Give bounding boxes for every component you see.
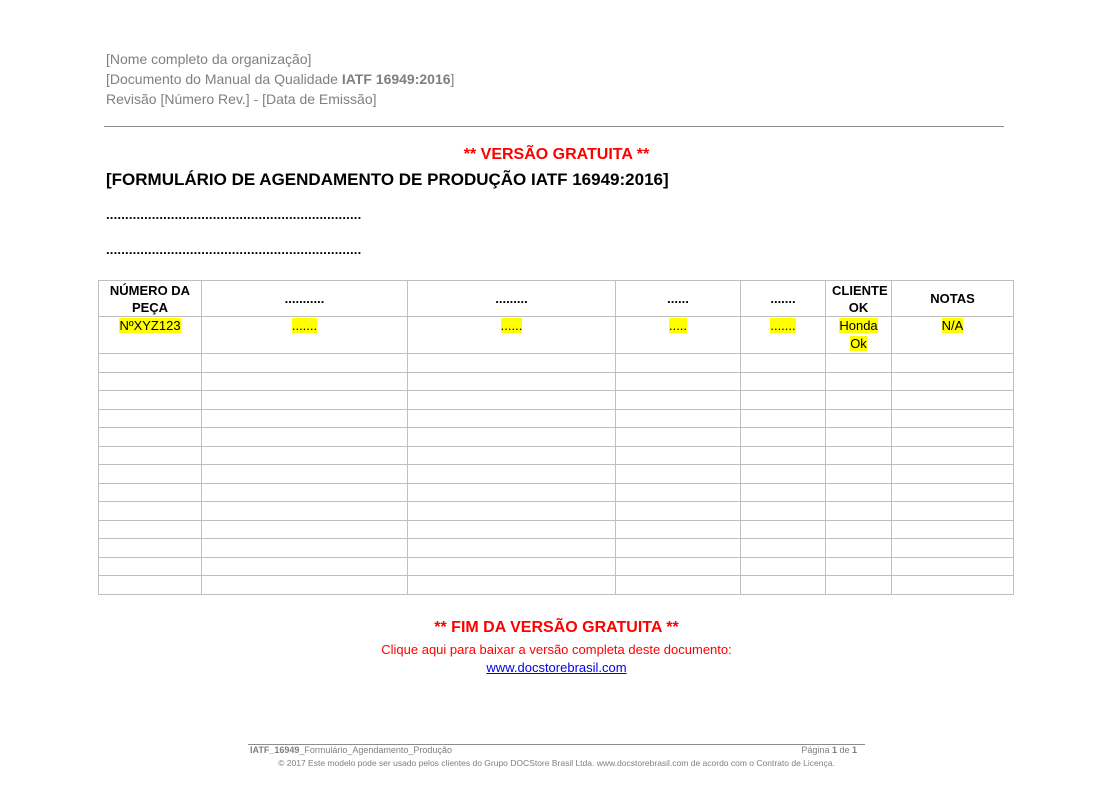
table-cell[interactable] [826, 409, 892, 428]
table-row [99, 502, 1014, 521]
table-cell[interactable] [616, 539, 741, 558]
table-cell[interactable] [892, 483, 1014, 502]
footer-doc-code: IATF_16949_Formulário_Agendamento_Produção [250, 745, 452, 755]
table-cell[interactable] [99, 409, 202, 428]
download-link-container [0, 660, 1113, 675]
table-cell[interactable] [616, 428, 741, 447]
table-cell[interactable] [202, 539, 408, 558]
cell-client-ok[interactable]: Honda Ok [826, 317, 892, 354]
table-cell[interactable] [202, 502, 408, 521]
table-cell[interactable] [741, 391, 826, 410]
table-cell[interactable] [892, 520, 1014, 539]
table-cell[interactable] [741, 502, 826, 521]
table-row [99, 391, 1014, 410]
table-cell[interactable] [826, 520, 892, 539]
table-cell[interactable] [202, 576, 408, 595]
table-cell[interactable] [616, 502, 741, 521]
cell-2[interactable]: ....... [202, 317, 408, 354]
placeholder-line-1: ................................................................... [106, 207, 362, 222]
table-cell[interactable] [741, 372, 826, 391]
table-header-row [99, 281, 1014, 317]
table-cell[interactable] [741, 483, 826, 502]
table-cell[interactable] [826, 557, 892, 576]
table-cell[interactable] [99, 354, 202, 373]
table-cell[interactable] [892, 372, 1014, 391]
table-cell[interactable] [826, 539, 892, 558]
placeholder-line-2: ................................................................... [106, 242, 362, 257]
table-cell[interactable] [826, 372, 892, 391]
table-cell[interactable] [741, 446, 826, 465]
table-cell[interactable] [892, 539, 1014, 558]
table-cell[interactable] [892, 428, 1014, 447]
table-cell[interactable] [826, 428, 892, 447]
table-cell[interactable] [99, 391, 202, 410]
table-cell[interactable] [202, 354, 408, 373]
table-cell[interactable] [826, 465, 892, 484]
table-cell[interactable] [202, 483, 408, 502]
table-cell[interactable] [408, 409, 616, 428]
table-row [99, 317, 1014, 354]
doc-standard: IATF 16949:2016 [341, 71, 451, 87]
table-cell[interactable] [616, 576, 741, 595]
table-cell[interactable] [99, 446, 202, 465]
table-cell[interactable] [408, 557, 616, 576]
table-cell[interactable] [892, 502, 1014, 521]
table-cell[interactable] [741, 520, 826, 539]
table-cell[interactable] [408, 428, 616, 447]
doc-manual-line: [Documento do Manual da Qualidade IATF 16949:2016] [106, 71, 455, 87]
table-cell[interactable] [616, 520, 741, 539]
table-cell[interactable] [202, 465, 408, 484]
cell-4[interactable]: ..... [616, 317, 741, 354]
table-row [99, 520, 1014, 539]
cell-notes[interactable]: N/A [892, 317, 1014, 354]
table-cell[interactable] [99, 557, 202, 576]
table-cell[interactable] [202, 428, 408, 447]
table-cell[interactable] [741, 465, 826, 484]
table-row [99, 428, 1014, 447]
table-row [99, 372, 1014, 391]
col-header-4: ...... [616, 281, 741, 317]
table-cell[interactable] [408, 539, 616, 558]
table-cell[interactable] [892, 354, 1014, 373]
table-row [99, 446, 1014, 465]
footer-copyright: © 2017 Este modelo pode ser usado pelos clientes do Grupo DOCStore Brasil Ltda. www.docstorebrasil.com de acordo com o Contrato de Licença. [278, 758, 835, 768]
table-row [99, 557, 1014, 576]
table-row [99, 409, 1014, 428]
table-cell[interactable] [616, 465, 741, 484]
download-cta-text: Clique aqui para baixar a versão completa deste documento: [381, 642, 732, 657]
org-name: [Nome completo da organização] [106, 51, 312, 67]
table-cell[interactable] [99, 483, 202, 502]
table-cell[interactable] [99, 520, 202, 539]
table-cell[interactable] [741, 539, 826, 558]
table-row [99, 354, 1014, 373]
col-header-2: ........... [202, 281, 408, 317]
table-cell[interactable] [616, 409, 741, 428]
table-cell[interactable] [99, 502, 202, 521]
table-cell[interactable] [99, 576, 202, 595]
table-cell[interactable] [892, 409, 1014, 428]
table-cell[interactable] [202, 446, 408, 465]
table-cell[interactable] [741, 354, 826, 373]
footer-page-number: Página 1 de 1 [801, 745, 857, 755]
revision-line: Revisão [Número Rev.] - [Data de Emissão] [106, 91, 377, 107]
end-free-version-banner: ** FIM DA VERSÃO GRATUITA ** [434, 619, 679, 636]
document-title: [FORMULÁRIO DE AGENDAMENTO DE PRODUÇÃO IATF 16949:2016] [106, 170, 669, 189]
table-cell[interactable] [408, 465, 616, 484]
table-cell[interactable] [202, 520, 408, 539]
table-cell[interactable] [892, 557, 1014, 576]
production-schedule-table [98, 280, 1014, 595]
table-cell[interactable] [826, 576, 892, 595]
table-cell[interactable] [892, 465, 1014, 484]
table-cell[interactable] [826, 391, 892, 410]
table-cell[interactable] [99, 372, 202, 391]
table-cell[interactable] [202, 557, 408, 576]
table-cell[interactable] [408, 372, 616, 391]
table-cell[interactable] [826, 483, 892, 502]
header-divider [104, 126, 1004, 127]
table-row [99, 465, 1014, 484]
cell-5[interactable]: ....... [741, 317, 826, 354]
table-cell[interactable] [892, 446, 1014, 465]
table-cell[interactable] [408, 576, 616, 595]
table-row [99, 483, 1014, 502]
document-header [106, 49, 454, 109]
table-cell[interactable] [616, 446, 741, 465]
table-cell[interactable] [741, 557, 826, 576]
table-cell[interactable] [892, 576, 1014, 595]
table-cell[interactable] [741, 576, 826, 595]
col-header-client-ok: CLIENTE OK [826, 281, 892, 317]
col-header-5: ....... [741, 281, 826, 317]
table-cell[interactable] [826, 446, 892, 465]
table-cell[interactable] [408, 483, 616, 502]
table-cell[interactable] [408, 354, 616, 373]
table-cell[interactable] [99, 428, 202, 447]
table-cell[interactable] [741, 409, 826, 428]
table-cell[interactable] [202, 409, 408, 428]
col-header-notes: NOTAS [892, 281, 1014, 317]
table-row [99, 576, 1014, 595]
table-cell[interactable] [408, 446, 616, 465]
cell-3[interactable]: ...... [408, 317, 616, 354]
docstore-link[interactable]: www.docstorebrasil.com [486, 660, 627, 675]
table-cell[interactable] [892, 391, 1014, 410]
table-cell[interactable] [826, 354, 892, 373]
table-cell[interactable] [408, 502, 616, 521]
free-version-banner: ** VERSÃO GRATUITA ** [463, 146, 650, 163]
table-cell[interactable] [99, 465, 202, 484]
table-row [99, 539, 1014, 558]
table-cell[interactable] [408, 391, 616, 410]
table-cell[interactable] [99, 539, 202, 558]
table-cell[interactable] [826, 502, 892, 521]
table-cell[interactable] [202, 372, 408, 391]
col-header-3: ......... [408, 281, 616, 317]
table-cell[interactable] [616, 391, 741, 410]
col-header-part-number: NÚMERO DA PEÇA [99, 281, 202, 317]
table-cell[interactable] [202, 391, 408, 410]
table-cell[interactable] [616, 354, 741, 373]
cell-part-number[interactable]: NºXYZ123 [99, 317, 202, 354]
table-cell[interactable] [616, 372, 741, 391]
table-cell[interactable] [616, 557, 741, 576]
table-cell[interactable] [616, 483, 741, 502]
table-cell[interactable] [741, 428, 826, 447]
table-cell[interactable] [408, 520, 616, 539]
